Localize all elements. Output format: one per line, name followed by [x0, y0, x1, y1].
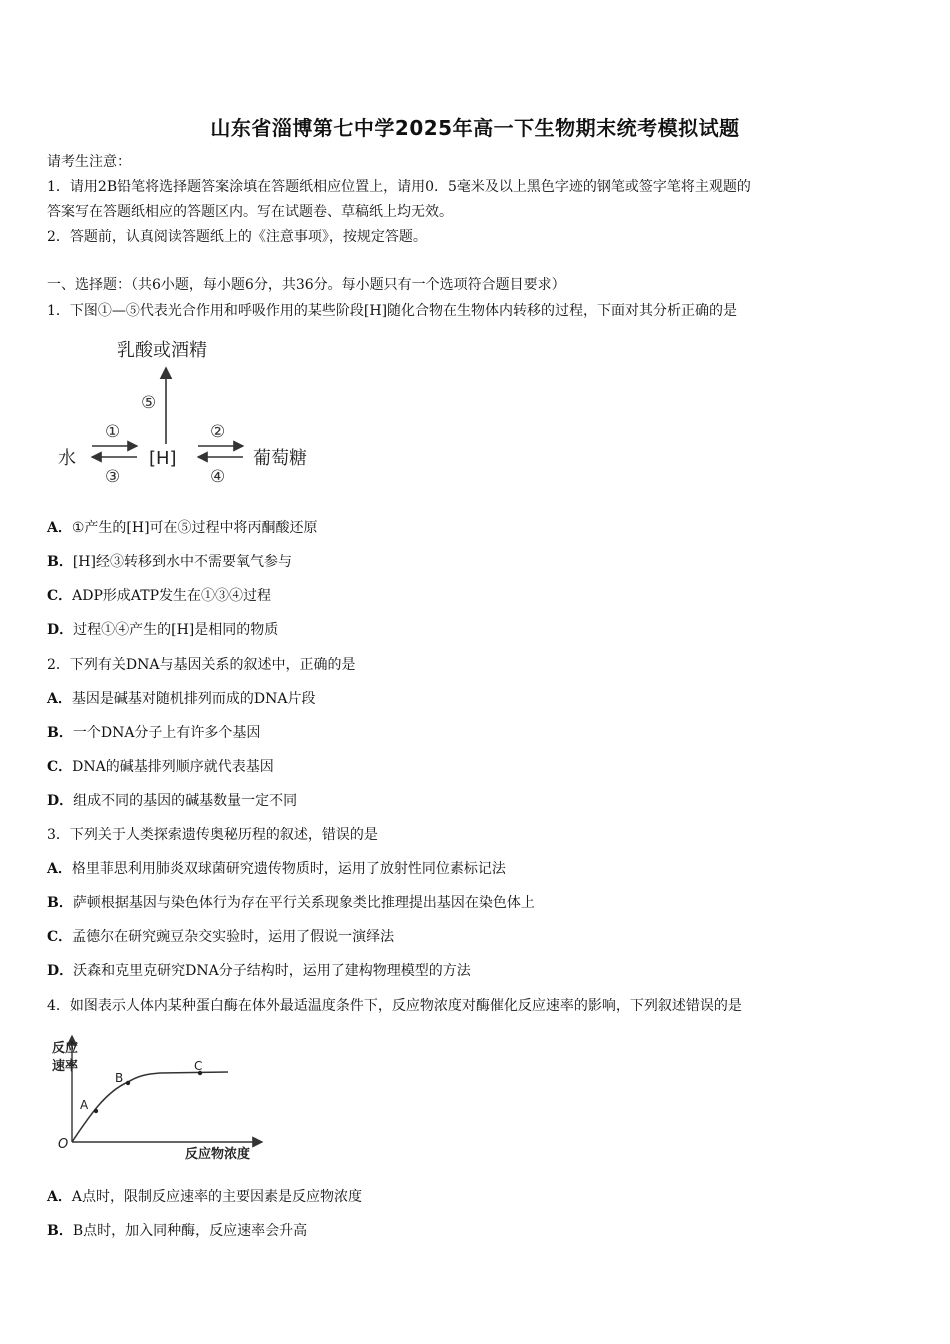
- q3-option-a: A．格里菲思利用肺炎双球菌研究遗传物质时，运用了放射性同位素标记法: [47, 861, 506, 877]
- label-5: ⑤: [141, 393, 157, 413]
- rate-curve: [72, 1072, 228, 1142]
- q4-option-a: A．A点时，限制反应速率的主要因素是反应物浓度: [47, 1189, 362, 1205]
- label-1: ①: [105, 422, 121, 442]
- notice-item-2: 2．答题前，认真阅读答题纸上的《注意事项》，按规定答题。: [47, 229, 427, 245]
- q1-option-c: C．ADP形成ATP发生在①③④过程: [47, 588, 272, 604]
- q2-option-b: B．一个DNA分子上有许多个基因: [47, 725, 261, 741]
- q1-stem: 1．下图①—⑤代表光合作用和呼吸作用的某些阶段[H]随化合物在生物体内转移的过程，下面对其分析正确的是: [47, 303, 738, 319]
- q3-option-c: C．孟德尔在研究豌豆杂交实验时，运用了假说一演绎法: [47, 929, 395, 945]
- enzyme-rate-chart: [50, 1030, 275, 1165]
- diagram-label-glucose: 葡萄糖: [253, 448, 307, 469]
- q2-stem: 2．下列有关DNA与基因关系的叙述中，正确的是: [47, 657, 356, 673]
- q3-option-d: D．沃森和克里克研究DNA分子结构时，运用了建构物理模型的方法: [47, 963, 471, 979]
- q4-option-b: B．B点时，加入同种酶，反应速率会升高: [47, 1223, 308, 1239]
- h-transfer-diagram: [55, 336, 335, 491]
- y-label-line-2: 速率: [52, 1059, 79, 1074]
- point-c-label: C: [194, 1059, 203, 1073]
- notice-item-1-line-1: 1．请用2B铅笔将选择题答案涂填在答题纸相应位置上，请用0．5毫米及以上黑色字迹的钢笔或签字笔将主观题的: [47, 179, 751, 195]
- q1-option-a: A．①产生的[H]可在⑤过程中将丙酮酸还原: [47, 520, 318, 536]
- q2-option-c: C．DNA的碱基排列顺序就代表基因: [47, 759, 274, 775]
- q3-stem: 3．下列关于人类探索遗传奥秘历程的叙述，错误的是: [47, 827, 378, 843]
- q2-option-d: D．组成不同的基因的碱基数量一定不同: [47, 793, 298, 809]
- section-heading: 一、选择题：（共6小题，每小题6分，共36分。每小题只有一个选项符合题目要求）: [47, 277, 566, 293]
- diagram-label-lactic-or-alcohol: 乳酸或酒精: [117, 340, 207, 361]
- y-label-line-1: 反应: [52, 1041, 79, 1056]
- label-2: ②: [210, 422, 226, 442]
- label-3: ③: [105, 467, 121, 487]
- page-title: 山东省淄博第七中学2025年高一下生物期末统考模拟试题: [210, 116, 740, 140]
- point-b-label: B: [115, 1071, 124, 1085]
- q3-option-b: B．萨顿根据基因与染色体行为存在平行关系现象类比推理提出基因在染色体上: [47, 895, 535, 911]
- q2-option-a: A．基因是碱基对随机排列而成的DNA片段: [47, 691, 316, 707]
- notice-heading: 请考生注意：: [47, 154, 131, 170]
- label-4: ④: [210, 467, 226, 487]
- origin-label: O: [58, 1137, 69, 1152]
- point-a: [94, 1109, 98, 1113]
- q1-option-d: D．过程①④产生的[H]是相同的物质: [47, 622, 279, 638]
- q1-option-b: B．[H]经③转移到水中不需要氧气参与: [47, 554, 292, 570]
- diagram-label-h: [H]: [149, 448, 177, 469]
- diagram-label-water: 水: [58, 448, 76, 469]
- q4-stem: 4．如图表示人体内某种蛋白酶在体外最适温度条件下，反应物浓度对酶催化反应速率的影响，下列叙述错误的是: [47, 998, 742, 1014]
- notice-item-1-line-2: 答案写在答题纸相应的答题区内。写在试题卷、草稿纸上均无效。: [47, 204, 453, 220]
- x-label: 反应物浓度: [185, 1147, 251, 1162]
- point-a-label: A: [80, 1098, 89, 1112]
- point-b: [126, 1081, 130, 1085]
